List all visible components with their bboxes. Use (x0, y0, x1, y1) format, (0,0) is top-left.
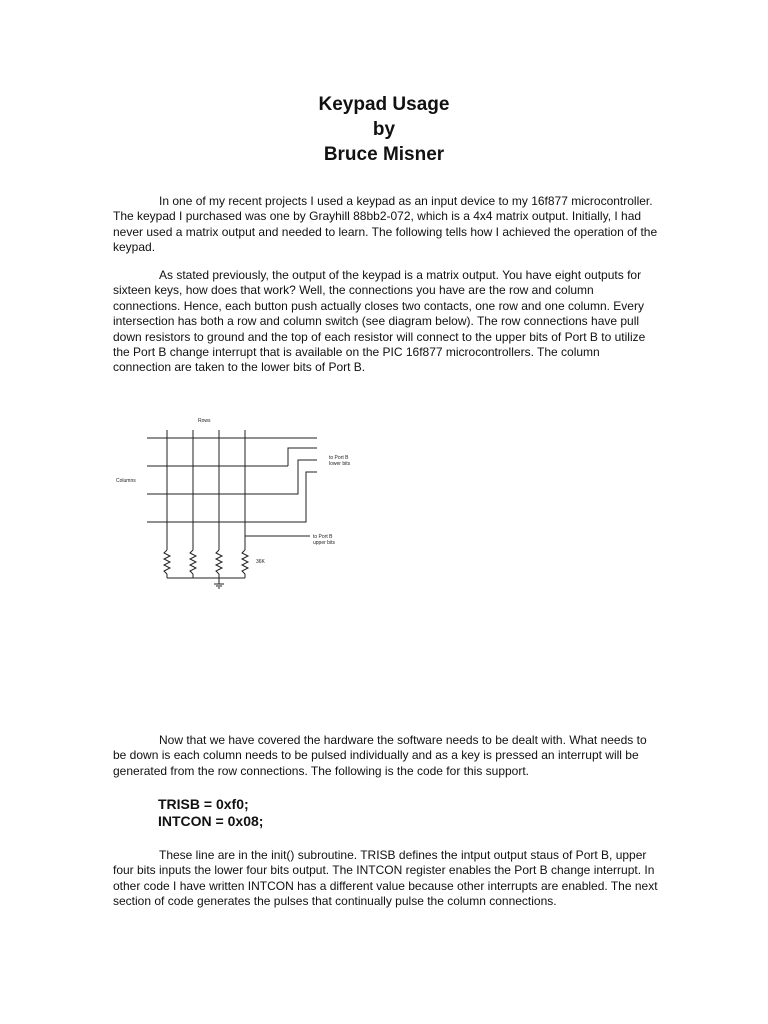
lower-bits-label-2: lower bits (329, 461, 351, 467)
matrix-paragraph: As stated previously, the output of the keypad is a matrix output. You have eight outputs for sixteen keys, how does that work? Well, the connections you have are the row and column connections. Hence, each button push actually closes two contacts, one row and one column. Every intersection has both a row and column switch (see diagram below). The row connections have pull down resistors to ground and the top of each resistor will connect to the upper bits of Port B to utilize the Port B change interrupt that is available on the PIC 16f877 microcontrollers. The column connection are taken to the lower bits of Port B. (113, 268, 646, 375)
title-line-2: by (372, 119, 396, 140)
lower-bits-lead-2 (288, 460, 317, 494)
upper-bits-label-2: upper bits (313, 540, 335, 546)
resistor-3 (216, 550, 222, 574)
code-line-intcon: INTCON = 0x08; (158, 813, 264, 829)
title-line-3: Bruce Misner (323, 144, 445, 165)
resistor-2 (190, 550, 196, 574)
code-line-trisb: TRISB = 0xf0; (158, 796, 249, 812)
columns-label: Columns (116, 478, 136, 484)
lower-bits-lead-3 (288, 472, 317, 522)
document-title (0, 92, 768, 167)
title-line-1: Keypad Usage (318, 94, 450, 115)
explanation-paragraph: These line are in the init() subroutine. TRISB defines the intput output staus of Port B, upper four bits inputs the lower four bits output. The INTCON register enables the Port B change interrupt. In other code I have written INTCON has a different value because other interrupts are enabled. The next section of code generates the pulses that continually pulse the column connections. (113, 848, 658, 909)
code-snippet (158, 796, 263, 830)
rows-label: Rows (198, 418, 211, 424)
upper-bits-label-1: to Port B (313, 534, 333, 540)
lower-bits-lead-1 (288, 448, 317, 466)
resistor-4 (242, 550, 248, 574)
intro-paragraph: In one of my recent projects I used a keypad as an input device to my 16f877 microcontroller. The keypad I purchased was one by Grayhill 88bb2-072, which is a 4x4 matrix output. Initially, I had never used a matrix output and needed to learn. The following tells how I achieved the operation of the keypad. (113, 194, 658, 255)
resistor-1 (164, 550, 170, 574)
software-paragraph: Now that we have covered the hardware the software needs to be dealt with. What needs to be down is each column needs to be pulsed individually and as a key is pressed an interrupt will be generated from the row connections. The following is the code for this support. (113, 733, 647, 778)
keypad-matrix-diagram (110, 410, 370, 595)
resistor-value-label: 36K (256, 559, 265, 565)
lower-bits-label-1: to Port B (329, 455, 349, 461)
